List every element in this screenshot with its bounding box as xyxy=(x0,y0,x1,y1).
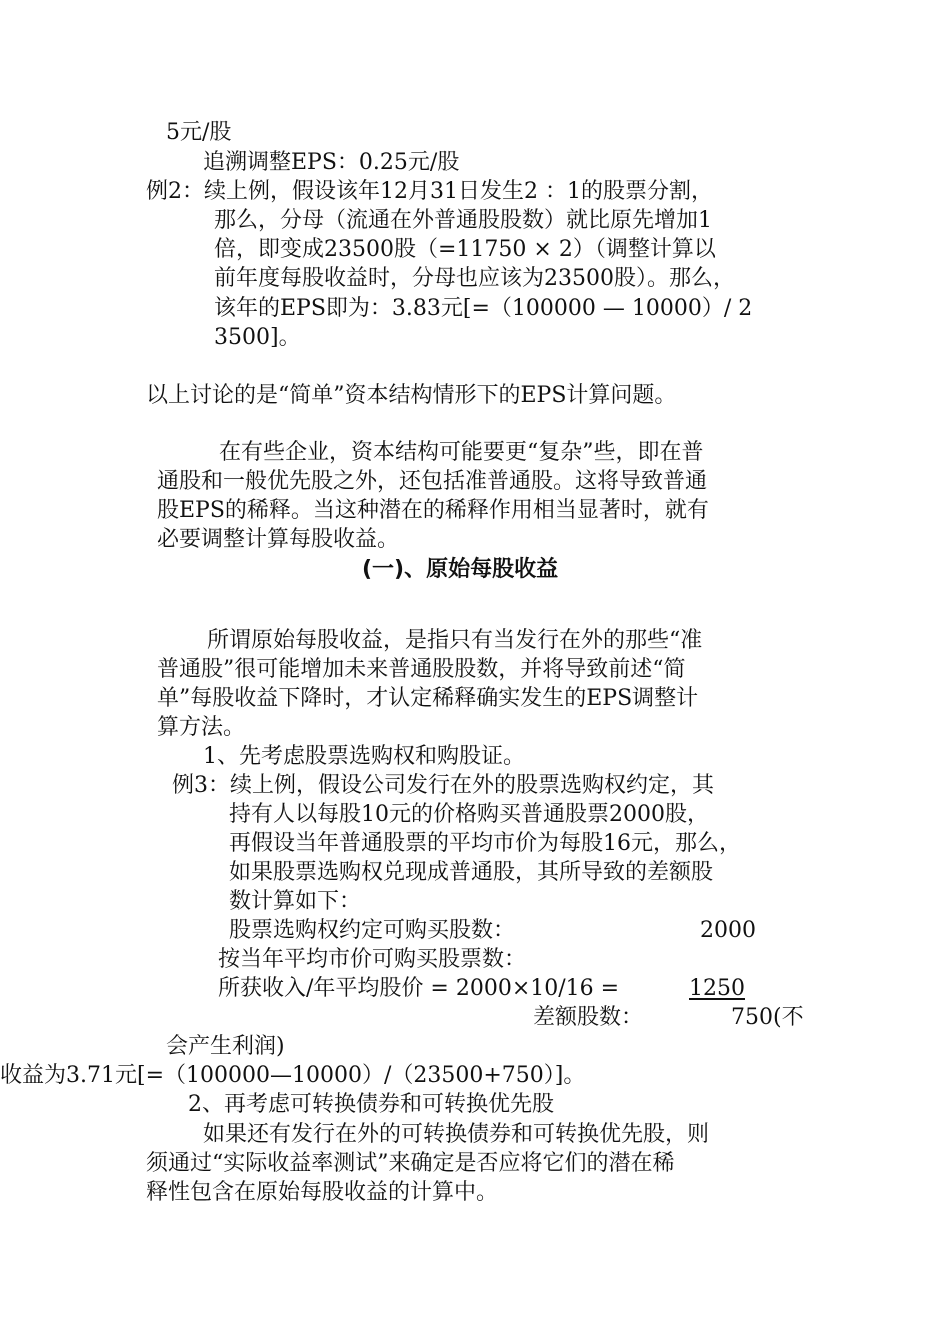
paragraph-line: 在有些企业，资本结构可能要更“复杂”些，即在普 xyxy=(219,440,704,465)
paragraph-line: 通股和一般优先股之外，还包括准普通股。这将导致普通 xyxy=(157,469,708,494)
text-line: 以上讨论的是“简单”资本结构情形下的EPS计算问题。 xyxy=(146,383,677,408)
text-line: 如果股票选购权兑现成普通股，其所导致的差额股 xyxy=(229,860,714,885)
subsection-title: 1、先考虑股票选购权和购股证。 xyxy=(203,744,525,769)
text-line: 那么，分母（流通在外普通股股数）就比原先增加1 xyxy=(214,208,712,233)
calc-value-underlined: 1250 xyxy=(689,976,745,1001)
section-heading: (一)、原始每股收益 xyxy=(362,557,559,582)
paragraph-line: 算方法。 xyxy=(157,715,246,740)
text-line: 持有人以每股10元的价格购买普通股票2000股， xyxy=(229,802,709,827)
paragraph-line: 必要调整计算每股收益。 xyxy=(157,527,400,552)
text-line: 会产生利润) xyxy=(166,1034,285,1059)
text-line: 数计算如下： xyxy=(229,889,362,914)
text-line: 追溯调整EPS：0.25元/股 xyxy=(203,150,460,175)
paragraph-line: 单”每股收益下降时，才认定稀释确实发生的EPS调整计 xyxy=(157,686,699,711)
calc-label: 差额股数： xyxy=(533,1005,644,1030)
text-line: 收益为3.71元[=（100000—10000）/（23500+750）]。 xyxy=(0,1063,586,1088)
paragraph-line: 所谓原始每股收益，是指只有当发行在外的那些“准 xyxy=(207,628,703,653)
example-3-line: 例3：续上例，假设公司发行在外的股票选购权约定，其 xyxy=(172,773,714,798)
paragraph-line: 释性包含在原始每股收益的计算中。 xyxy=(146,1180,499,1205)
paragraph-line: 须通过“实际收益率测试”来确定是否应将它们的潜在稀 xyxy=(146,1151,675,1176)
calc-label: 所获收入/年平均股价 = 2000×10/16 = xyxy=(218,976,620,1001)
text-line: 3500]。 xyxy=(214,325,301,350)
example-2-line: 例2：续上例，假设该年12月31日发生2 ：1的股票分割， xyxy=(146,179,713,204)
calc-value: 750(不 xyxy=(731,1005,804,1030)
text-line: 倍，即变成23500股（=11750 × 2）（调整计算以 xyxy=(214,237,716,262)
paragraph-line: 普通股”很可能增加未来普通股股数，并将导致前述“简 xyxy=(157,657,686,682)
paragraph-line: 如果还有发行在外的可转换债券和可转换优先股，则 xyxy=(203,1122,710,1147)
paragraph-line: 股EPS的稀释。当这种潜在的稀释作用相当显著时，就有 xyxy=(157,498,709,523)
calc-label: 股票选购权约定可购买股数： xyxy=(229,918,516,943)
text-line: 前年度每股收益时，分母也应该为23500股）。那么， xyxy=(214,266,735,291)
text-line: 该年的EPS即为：3.83元[=（100000 — 10000）/ 2 xyxy=(214,296,753,321)
calc-value: 2000 xyxy=(700,918,756,943)
text-line: 5元/股 xyxy=(166,120,232,145)
text-line: 再假设当年普通股票的平均市价为每股16元，那么， xyxy=(229,831,741,856)
subsection-title: 2、再考虑可转换债券和可转换优先股 xyxy=(188,1092,554,1117)
calc-label: 按当年平均市价可购买股票数： xyxy=(218,947,527,972)
